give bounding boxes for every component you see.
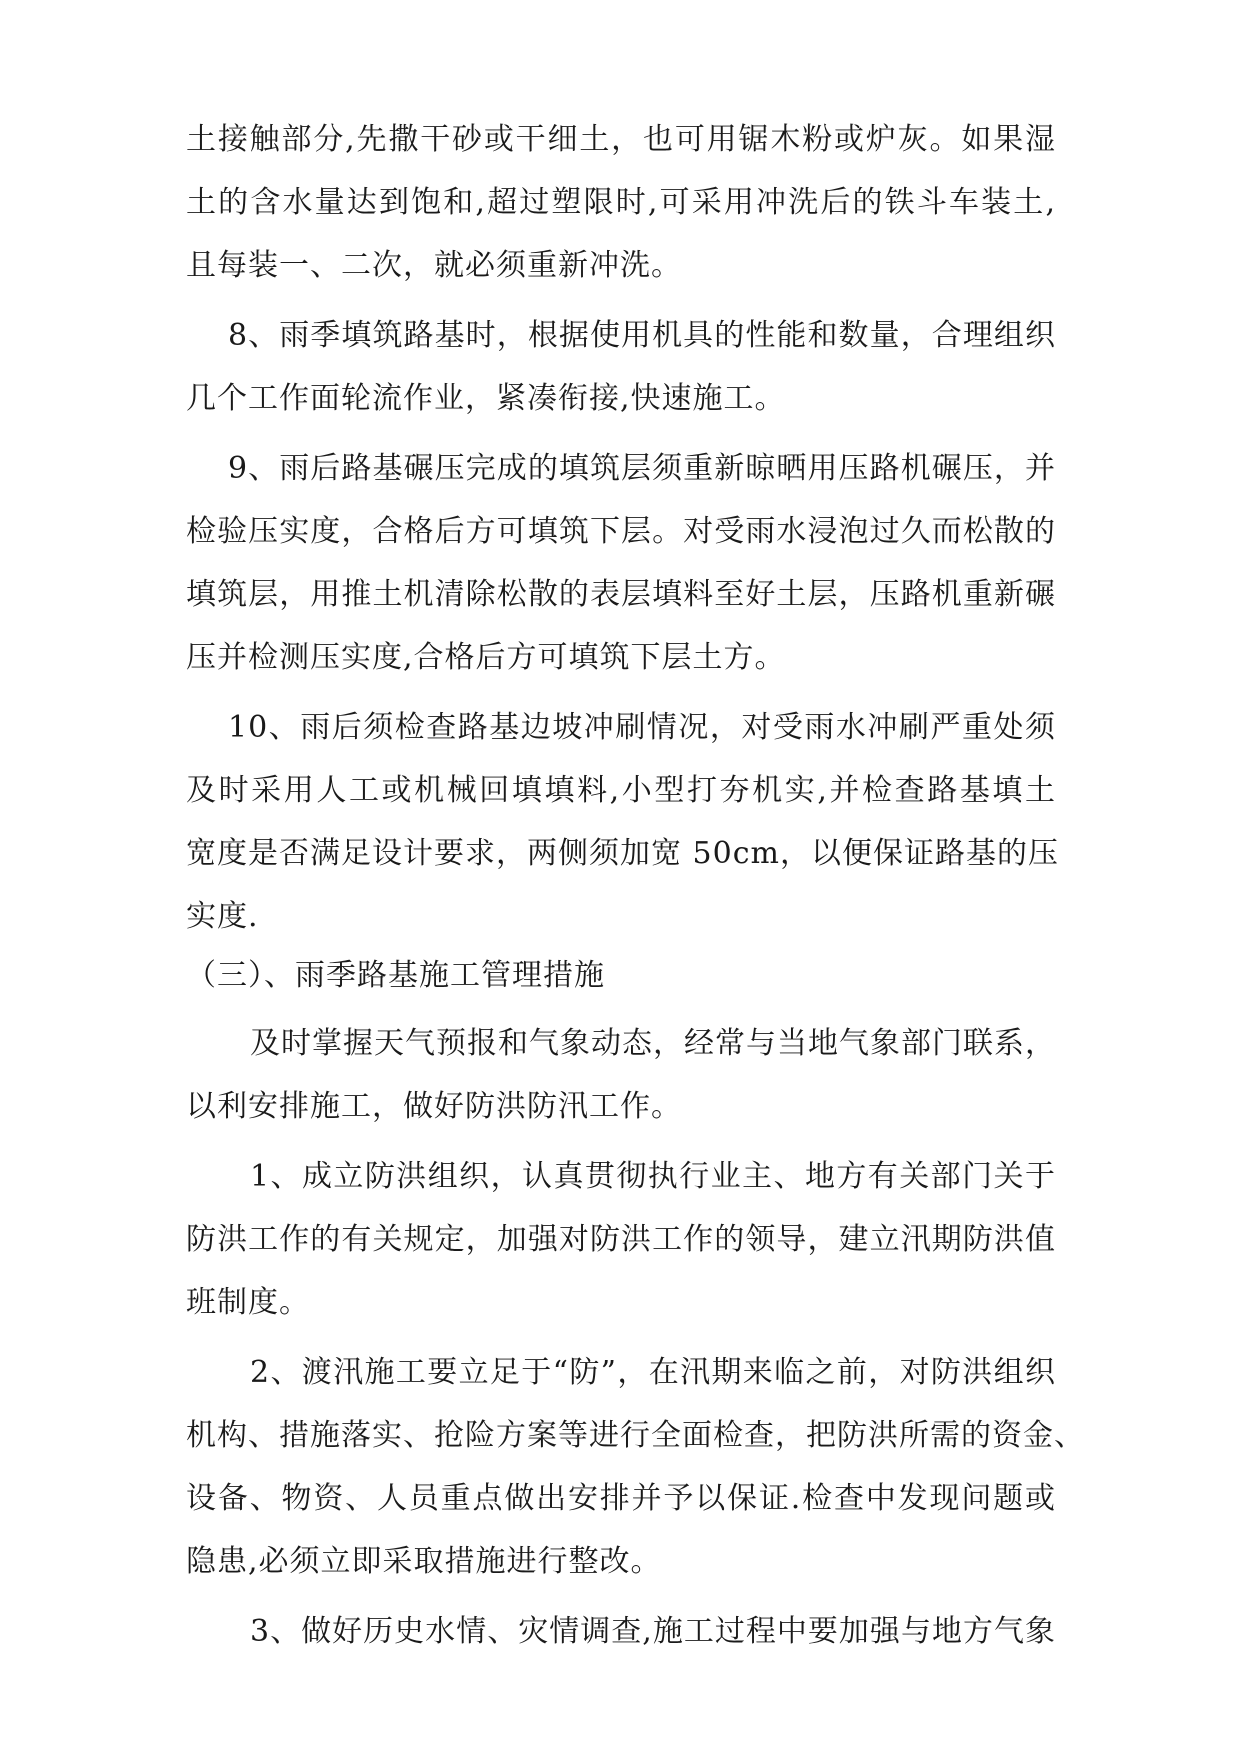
body-text-line: 以利安排施工，做好防洪防汛工作。: [186, 1089, 682, 1124]
body-text-line: 机构、措施落实、抢险方案等进行全面检查，把防洪所需的资金、: [186, 1418, 1085, 1453]
body-text-line: 9、雨后路基碾压完成的填筑层须重新晾晒用压路机碾压，并: [228, 451, 1056, 486]
body-text-line: 班制度。: [186, 1285, 310, 1320]
body-text-line: 8、雨季填筑路基时，根据使用机具的性能和数量，合理组织: [228, 318, 1056, 353]
body-text-line: 检验压实度，合格后方可填筑下层。对受雨水浸泡过久而松散的: [186, 514, 1056, 549]
body-text-line: 压并检测压实度,合格后方可填筑下层土方。: [186, 640, 786, 675]
body-text-line: 防洪工作的有关规定，加强对防洪工作的领导，建立汛期防洪值: [186, 1222, 1056, 1257]
body-text-line: 3、做好历史水情、灾情调查,施工过程中要加强与地方气象: [250, 1614, 1056, 1649]
body-text-line: 10、雨后须检查路基边坡冲刷情况，对受雨水冲刷严重处须: [228, 710, 1056, 745]
body-text-line: 及时采用人工或机械回填填料,小型打夯机实,并检查路基填土: [186, 773, 1056, 808]
body-text-line: 土接触部分,先撒干砂或干细土，也可用锯木粉或炉灰。如果湿: [186, 122, 1056, 157]
body-text-line: 及时掌握天气预报和气象动态，经常与当地气象部门联系，: [250, 1026, 1056, 1061]
section-heading: （三）、雨季路基施工管理措施: [186, 958, 605, 993]
body-text-line: 填筑层，用推土机清除松散的表层填料至好土层，压路机重新碾: [186, 577, 1056, 612]
body-text-line: 2、渡汛施工要立足于“防”，在汛期来临之前，对防洪组织: [250, 1355, 1056, 1390]
body-text-line: 宽度是否满足设计要求，两侧须加宽 50cm，以便保证路基的压: [186, 836, 1059, 871]
body-text-line: 几个工作面轮流作业，紧凑衔接,快速施工。: [186, 381, 786, 416]
body-text-line: 设备、物资、人员重点做出安排并予以保证.检查中发现问题或: [186, 1481, 1056, 1516]
body-text-line: 且每装一、二次，就必须重新冲洗。: [186, 248, 682, 283]
body-text-line: 实度.: [186, 899, 259, 934]
body-text-line: 1、成立防洪组织，认真贯彻执行业主、地方有关部门关于: [250, 1159, 1056, 1194]
body-text-line: 土的含水量达到饱和,超过塑限时,可采用冲洗后的铁斗车装土,: [186, 185, 1056, 220]
body-text-line: 隐患,必须立即采取措施进行整改。: [186, 1544, 662, 1579]
